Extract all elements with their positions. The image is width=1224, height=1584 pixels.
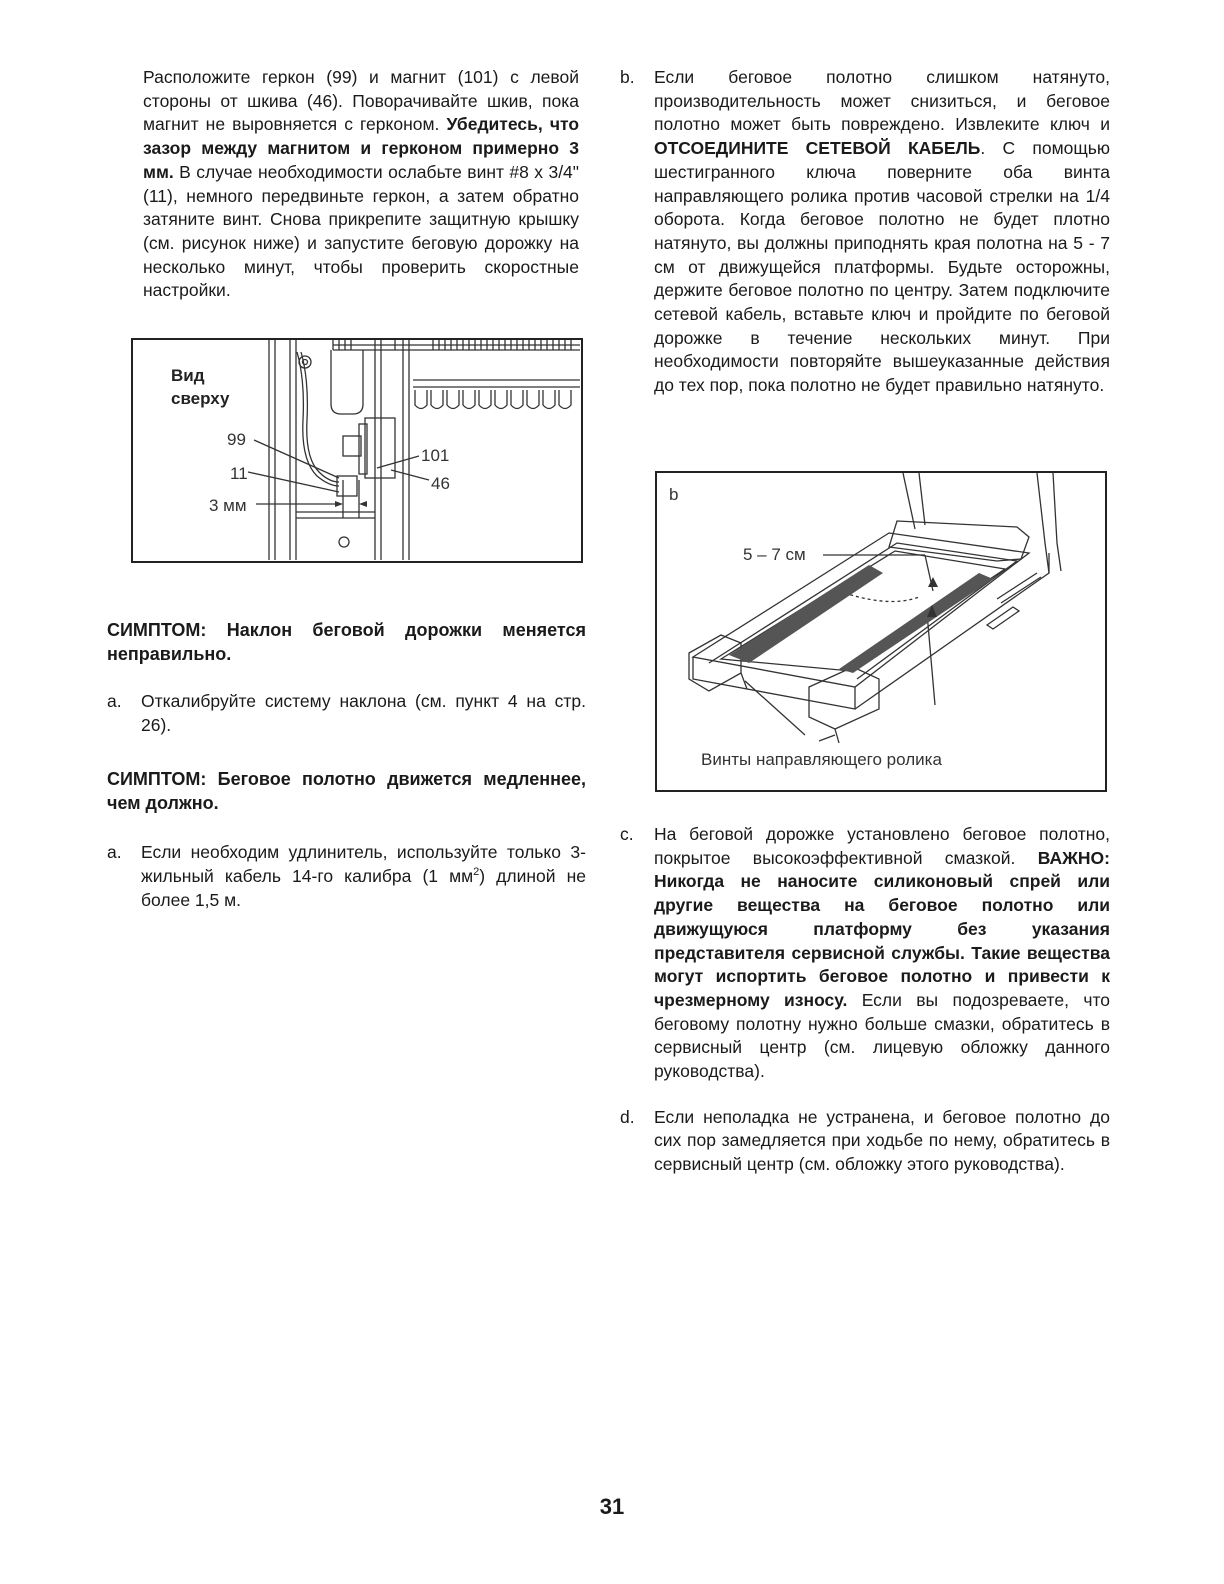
left-column-lower — [107, 618, 586, 913]
right-column-lower — [620, 823, 1110, 1177]
label-46: 46 — [431, 474, 450, 493]
symptom-speed-heading: СИМПТОМ: Беговое полотно движется медленнее, чем должно. — [107, 769, 586, 814]
label-101: 101 — [421, 446, 450, 465]
item-c — [620, 823, 1110, 1084]
item-marker: c. — [620, 824, 634, 844]
item-text: Откалибруйте систему наклона (см. пункт 4 на стр. 26). — [141, 691, 586, 735]
item-marker: b. — [620, 67, 635, 87]
item-b-text-end: . С помощью шестигранного ключа поверните оба винта направляющего ролика против часовой стрелки на 1/4 оборота. Когда беговое полотно не будет плотно натянуто, вы должны приподнять края полотна на 5 - 7 см от движущейся платформы. Будьте осторожны, держите беговое полотно по центру. Затем подключите сетевой кабель, вставьте ключ и пройдите по беговой дорожке в течение нескольких минут. При необходимости повторяйте вышеуказанные действия до тех пор, пока полотно не будет правильно натянуто. — [654, 138, 1110, 396]
item-d-text: Если неполадка не устранена, и беговое полотно до сих пор замедляется при ходьбе по нему, обратитесь в сервисный центр (см. обложку этого руководства). — [654, 1106, 1110, 1175]
figure-letter-b: b — [669, 485, 679, 504]
label-11: 11 — [230, 464, 248, 483]
label-5-7cm: 5 – 7 см — [743, 545, 806, 564]
label-roller-screws: Винты направляющего ролика — [701, 750, 942, 769]
item-b — [620, 66, 1110, 398]
label-99: 99 — [227, 430, 246, 449]
intro-bold: Убедитесь, что зазор между магнитом и герконом примерно 3 мм. — [143, 114, 580, 182]
left-column — [143, 66, 579, 303]
symptom-incline-heading: СИМПТОМ: Наклон беговой дорожки меняется неправильно. — [107, 620, 586, 664]
label-3mm: 3 мм — [209, 496, 247, 515]
item-b-text: Если беговое полотно слишком натянуто, производительность может снизиться, и беговое полотно может быть повреждено. Извлеките ключ и — [654, 67, 1110, 135]
item-b-bold: ОТСОЕДИНИТЕ СЕТЕВОЙ КАБЕЛЬ — [654, 138, 981, 159]
right-column-top — [620, 66, 1110, 398]
top-view-title: Вид сверху — [171, 366, 230, 408]
treadmill-drawing — [657, 473, 1104, 789]
figure-top-view — [131, 338, 583, 563]
item-marker: a. — [107, 691, 122, 711]
item-marker: a. — [107, 842, 122, 863]
intro-text: Расположите геркон (99) и магнит (101) с левой стороны от шкива (46). Поворачивайте шкив, пока магнит не выровняется с герконом. — [143, 67, 579, 135]
figure-treadmill — [655, 471, 1107, 792]
item-marker: d. — [620, 1106, 635, 1127]
item-c-text-end: Если вы подозреваете, что беговому полотну нужно больше смазки, обратитесь в сервисный центр (см. лицевую обложку данного руководства). — [654, 989, 1110, 1082]
symptom-incline-item — [107, 690, 586, 737]
symptom-speed-item — [107, 841, 586, 912]
item-c-text: На беговой дорожке установлено беговое полотно, покрытое высокоэффективной смазкой. — [654, 824, 1110, 868]
intro-text-end: В случае необходимости ослабьте винт #8 x 3/4" (11), немного передвиньте геркон, а затем обратно затяните винт. Снова прикрепите защитную крышку (см. рисунок ниже) и запустите беговую дорожку на несколько минут, чтобы проверить скоростные настройки. — [143, 161, 579, 301]
intro-paragraph — [143, 66, 579, 303]
item-text-end: ) длиной не более 1,5 м. — [141, 866, 586, 910]
superscript: 2 — [473, 866, 480, 879]
item-c-bold: ВАЖНО: Никогда не наносите силиконовый спрей или другие вещества на беговое полотно или движущуюся платформу без указания представителя сервисной службы. Такие вещества могут испортить беговое полотно и привести к чрезмерному износу. — [654, 847, 1110, 1010]
item-text: Если необходим удлинитель, используйте только 3-жильный кабель 14-го калибра (1 мм — [141, 842, 586, 887]
page-number: 31 — [599, 1494, 625, 1519]
item-d — [620, 1106, 1110, 1177]
